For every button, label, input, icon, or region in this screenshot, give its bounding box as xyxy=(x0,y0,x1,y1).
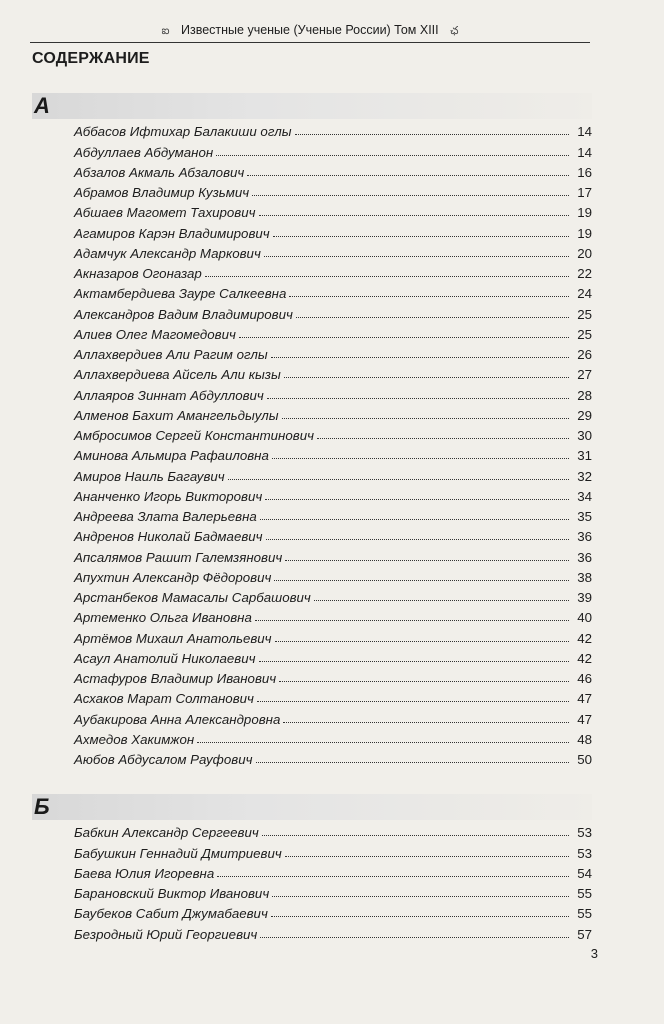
toc-entry xyxy=(74,139,592,159)
dot-leader xyxy=(265,499,569,500)
toc-entry xyxy=(74,706,592,726)
toc-entry-name: Бабушкин Геннадий Дмитриевич xyxy=(74,845,282,861)
toc-entry-page: 50 xyxy=(577,752,592,767)
header-ornament-left-icon: ఐ xyxy=(161,25,170,37)
dot-leader xyxy=(295,134,569,135)
dot-leader xyxy=(284,377,569,378)
dot-leader xyxy=(271,357,569,358)
toc-entry-page: 30 xyxy=(577,428,592,443)
toc-entry-page: 36 xyxy=(577,549,592,565)
toc-entry-page: 19 xyxy=(577,205,592,221)
dot-leader xyxy=(296,317,569,318)
dot-leader xyxy=(257,701,569,702)
dot-leader xyxy=(256,762,569,763)
dot-leader xyxy=(205,276,569,277)
dot-leader xyxy=(228,479,569,480)
dot-leader xyxy=(259,661,570,662)
toc-entry-name: Астафуров Владимир Иванович xyxy=(74,671,277,686)
dot-leader xyxy=(273,236,569,237)
toc-entry xyxy=(74,747,592,767)
dot-leader xyxy=(264,256,569,257)
toc-entry xyxy=(74,524,592,544)
dot-leader xyxy=(216,155,569,156)
toc-entry xyxy=(74,646,592,666)
toc-entry-page: 57 xyxy=(577,926,592,942)
toc-entry-page: 28 xyxy=(577,387,592,403)
toc-entry-page: 29 xyxy=(577,407,592,423)
toc-entry xyxy=(74,666,592,686)
dot-leader xyxy=(247,175,569,176)
toc-entry-page: 17 xyxy=(577,185,592,200)
section-letter-bar xyxy=(32,794,592,820)
toc-entry-page: 36 xyxy=(577,529,592,545)
toc-entry-page: 40 xyxy=(577,610,592,626)
toc-entry-name: Абдуллаев Абдуманон xyxy=(74,144,214,160)
dot-leader xyxy=(283,722,569,723)
toc-entry-page: 35 xyxy=(577,509,592,524)
dot-leader xyxy=(255,620,569,621)
toc-entry xyxy=(74,443,592,463)
toc-entry-page: 32 xyxy=(577,468,592,484)
dot-leader xyxy=(239,337,569,338)
page-number: 3 xyxy=(590,946,598,961)
dot-leader xyxy=(285,856,569,857)
toc-entry-page: 27 xyxy=(577,367,592,383)
toc-entry-name: Адамчук Александр Маркович xyxy=(74,245,261,261)
toc-entry-name: Абрамов Владимир Кузьмич xyxy=(74,185,250,200)
toc-entry xyxy=(74,544,592,564)
toc-entry xyxy=(74,160,592,180)
toc-entry-name: Асаул Анатолий Николаевич xyxy=(74,650,256,666)
header-text: Известные ученые (Ученые России) Том XIII xyxy=(180,23,439,37)
dot-leader xyxy=(275,641,569,642)
toc-entry-page: 22 xyxy=(577,266,592,281)
toc-entry xyxy=(74,605,592,625)
toc-entry-page: 26 xyxy=(577,347,592,362)
dot-leader xyxy=(252,195,569,196)
entries-list xyxy=(32,820,592,942)
running-header xyxy=(30,20,590,43)
toc-entry xyxy=(74,504,592,524)
toc-entry xyxy=(74,241,592,261)
toc-entry-page: 14 xyxy=(577,124,592,140)
toc-entry xyxy=(74,585,592,605)
toc-entry-name: Аллахвердиев Али Рагим оглы xyxy=(74,347,268,362)
toc-entry-name: Безродный Юрий Георгиевич xyxy=(74,926,258,942)
toc-entry xyxy=(74,180,592,200)
toc-entry-name: Аюбов Абдусалом Рауфович xyxy=(74,752,253,767)
toc-entry xyxy=(74,820,592,840)
toc-entry-name: Барановский Виктор Иванович xyxy=(74,886,270,901)
section-letter-bar xyxy=(32,93,592,119)
toc-entry xyxy=(74,463,592,483)
toc-entry-page: 39 xyxy=(577,590,592,605)
dot-leader xyxy=(317,438,569,439)
toc-entry-page: 31 xyxy=(577,448,592,464)
toc-entry-name: Аубакирова Анна Александровна xyxy=(74,711,281,727)
toc-entry-page: 55 xyxy=(577,906,592,922)
entries-list xyxy=(32,119,592,767)
toc-entry xyxy=(74,362,592,382)
toc-entry-name: Алменов Бахит Амангельдыулы xyxy=(74,407,279,423)
toc-entry-name: Бабкин Александр Сергеевич xyxy=(74,825,259,841)
toc-entry-name: Ахмедов Хакимжон xyxy=(74,731,195,747)
toc-entry-name: Апсалямов Рашит Галемзянович xyxy=(74,549,283,565)
toc-entry-page: 14 xyxy=(577,144,592,160)
toc-entry xyxy=(74,921,592,941)
dot-leader xyxy=(279,681,569,682)
toc-entry xyxy=(74,625,592,645)
toc-entry-name: Арстанбеков Мамасалы Сарбашович xyxy=(74,590,311,605)
toc-entry-name: Асхаков Марат Солтанович xyxy=(74,691,254,707)
header-ornament-right-icon: ఛ xyxy=(450,25,459,37)
toc-entry-page: 47 xyxy=(577,711,592,727)
dot-leader xyxy=(217,876,569,877)
toc-entry-page: 54 xyxy=(577,865,592,881)
toc-entry-page: 53 xyxy=(577,825,592,841)
page-title: СОДЕРЖАНИЕ xyxy=(32,50,150,67)
toc-entry-name: Артёмов Михаил Анатольевич xyxy=(74,630,272,646)
toc-entry xyxy=(74,686,592,706)
toc-entry-name: Абшаев Магомет Тахирович xyxy=(74,205,256,221)
toc-entry xyxy=(74,881,592,901)
toc-entry xyxy=(74,840,592,860)
toc-entry-name: Амиров Наиль Багаувич xyxy=(74,468,225,484)
toc-entry-page: 25 xyxy=(577,306,592,322)
toc-entry-name: Аллахвердиева Айсель Али кызы xyxy=(74,367,281,383)
toc-entry-page: 55 xyxy=(577,886,592,901)
toc-entry-name: Актамбердиева Зауре Салкеевна xyxy=(74,286,287,302)
section-b xyxy=(32,794,592,942)
toc-entry-name: Амбросимов Сергей Константинович xyxy=(74,428,314,443)
toc-entry xyxy=(74,261,592,281)
dot-leader xyxy=(266,539,569,540)
toc-entry-name: Баева Юлия Игоревна xyxy=(74,865,215,881)
dot-leader xyxy=(282,418,569,419)
section-letter: А xyxy=(34,93,50,118)
toc-entry xyxy=(74,301,592,321)
toc-entry xyxy=(74,220,592,240)
toc-entry xyxy=(74,200,592,220)
dot-leader xyxy=(271,916,569,917)
dot-leader xyxy=(197,742,569,743)
toc-entry xyxy=(74,382,592,402)
toc-entry-page: 42 xyxy=(577,650,592,666)
dot-leader xyxy=(289,296,569,297)
toc-entry-page: 20 xyxy=(577,245,592,261)
toc-entry-name: Аббасов Ифтихар Балакиши оглы xyxy=(74,124,292,140)
toc-entry-name: Ананченко Игорь Викторович xyxy=(74,488,263,504)
toc-entry xyxy=(74,342,592,362)
toc-entry-page: 25 xyxy=(577,326,592,342)
dot-leader xyxy=(260,937,569,938)
dot-leader xyxy=(262,835,569,836)
toc-entry-page: 42 xyxy=(577,630,592,646)
toc-entry xyxy=(74,727,592,747)
toc-entry xyxy=(74,281,592,301)
toc-entry-name: Артеменко Ольга Ивановна xyxy=(74,610,252,626)
toc-entry-page: 46 xyxy=(577,671,592,686)
toc-entry-name: Аминова Альмира Рафаиловна xyxy=(74,448,269,464)
toc-entry xyxy=(74,423,592,443)
toc-entry-name: Апухтин Александр Фёдорович xyxy=(74,569,272,585)
section-a xyxy=(32,93,592,767)
toc-entry-name: Алиев Олег Магомедович xyxy=(74,326,236,342)
toc-entry xyxy=(74,565,592,585)
toc-entry-page: 48 xyxy=(577,731,592,747)
toc-entry xyxy=(74,901,592,921)
toc-entry xyxy=(74,484,592,504)
toc-entry-page: 38 xyxy=(577,569,592,585)
toc-entry xyxy=(74,861,592,881)
dot-leader xyxy=(272,458,569,459)
dot-leader xyxy=(285,560,569,561)
dot-leader xyxy=(272,896,569,897)
toc-entry-page: 19 xyxy=(577,225,592,241)
toc-entry-name: Александров Вадим Владимирович xyxy=(74,306,293,322)
dot-leader xyxy=(260,519,569,520)
section-letter: Б xyxy=(34,794,50,819)
dot-leader xyxy=(274,580,569,581)
toc-entry-page: 47 xyxy=(577,691,592,707)
toc-entry-name: Андреева Злата Валерьевна xyxy=(74,509,257,524)
toc-entry-name: Андренов Николай Бадмаевич xyxy=(74,529,263,545)
toc-entry-name: Баубеков Сабит Джумабаевич xyxy=(74,906,268,922)
toc-entry-page: 24 xyxy=(577,286,592,302)
toc-entry xyxy=(74,403,592,423)
toc-entry-page: 53 xyxy=(577,845,592,861)
toc-entry-page: 34 xyxy=(577,488,592,504)
toc-entry-page: 16 xyxy=(577,164,592,180)
toc-entry xyxy=(74,322,592,342)
dot-leader xyxy=(314,600,569,601)
dot-leader xyxy=(259,215,570,216)
toc-entry-name: Аллаяров Зиннат Абдуллович xyxy=(74,387,264,403)
toc-entry xyxy=(74,119,592,139)
toc-entry-name: Агамиров Карэн Владимирович xyxy=(74,225,270,241)
toc-entry-name: Абзалов Акмаль Абзалович xyxy=(74,164,245,180)
dot-leader xyxy=(267,398,569,399)
toc-entry-name: Акназаров Огоназар xyxy=(74,266,202,281)
